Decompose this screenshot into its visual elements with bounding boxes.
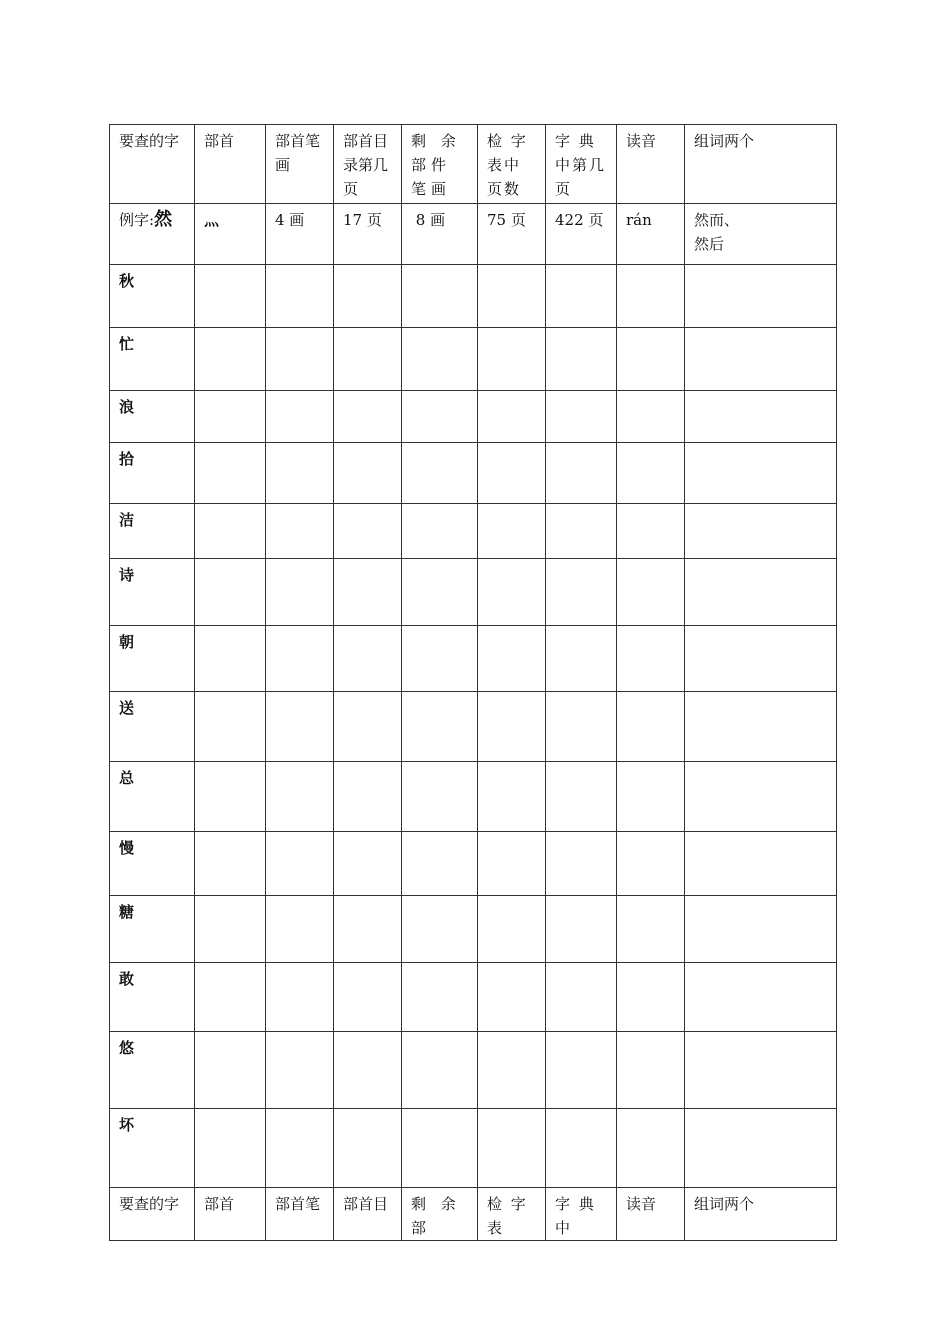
radical-input-cell[interactable] (195, 1109, 266, 1188)
example-radical-strokes: 4 画 (266, 204, 334, 265)
dict-page-input-cell[interactable] (546, 1109, 617, 1188)
lookup-page-input-cell[interactable] (478, 504, 546, 559)
words-input-cell[interactable] (685, 328, 837, 391)
radical-strokes-input-cell[interactable] (266, 626, 334, 692)
char-cell: 总 (110, 762, 195, 832)
example-char: 然 (154, 209, 173, 230)
remaining-strokes-input-cell[interactable] (402, 443, 478, 504)
words-input-cell[interactable] (685, 1032, 837, 1109)
pinyin-input-cell[interactable] (617, 328, 685, 391)
header-cell-radical-strokes: 部首笔画 (266, 125, 334, 204)
dict-page-input-cell[interactable] (546, 265, 617, 328)
radical-strokes-input-cell[interactable] (266, 963, 334, 1032)
pinyin-input-cell[interactable] (617, 1032, 685, 1109)
radical-input-cell[interactable] (195, 559, 266, 626)
index-page-input-cell[interactable] (334, 443, 402, 504)
radical-input-cell[interactable] (195, 391, 266, 443)
words-input-cell[interactable] (685, 692, 837, 762)
index-page-input-cell[interactable] (334, 896, 402, 963)
example-dict-page: 422 页 (546, 204, 617, 265)
dict-page-input-cell[interactable] (546, 626, 617, 692)
header-cell-radical: 部首 (195, 125, 266, 204)
pinyin-input-cell[interactable] (617, 963, 685, 1032)
radical-input-cell[interactable] (195, 1032, 266, 1109)
char-cell: 浪 (110, 391, 195, 443)
pinyin-input-cell[interactable] (617, 1109, 685, 1188)
words-input-cell[interactable] (685, 559, 837, 626)
footer-header-radical-strokes: 部首笔 (266, 1188, 334, 1241)
index-page-input-cell[interactable] (334, 504, 402, 559)
footer-header-pinyin: 读音 (617, 1188, 685, 1241)
index-page-input-cell[interactable] (334, 328, 402, 391)
radical-input-cell[interactable] (195, 963, 266, 1032)
footer-header-char: 要查的字 (110, 1188, 195, 1241)
words-input-cell[interactable] (685, 832, 837, 896)
words-input-cell[interactable] (685, 762, 837, 832)
remaining-strokes-input-cell[interactable] (402, 504, 478, 559)
header-cell-char: 要查的字 (110, 125, 195, 204)
header-cell-lookup-page: 检 字 表中页数 (478, 125, 546, 204)
pinyin-input-cell[interactable] (617, 443, 685, 504)
char-cell: 送 (110, 692, 195, 762)
radical-strokes-input-cell[interactable] (266, 559, 334, 626)
index-page-input-cell[interactable] (334, 963, 402, 1032)
pinyin-input-cell[interactable] (617, 626, 685, 692)
index-page-input-cell[interactable] (334, 559, 402, 626)
lookup-page-input-cell[interactable] (478, 391, 546, 443)
remaining-strokes-input-cell[interactable] (402, 559, 478, 626)
lookup-page-input-cell[interactable] (478, 559, 546, 626)
remaining-strokes-input-cell[interactable] (402, 896, 478, 963)
char-cell: 敢 (110, 963, 195, 1032)
footer-header-radical: 部首 (195, 1188, 266, 1241)
remaining-strokes-input-cell[interactable] (402, 692, 478, 762)
radical-strokes-input-cell[interactable] (266, 265, 334, 328)
example-word-1: 然而、 (694, 211, 740, 229)
pinyin-input-cell[interactable] (617, 504, 685, 559)
radical-input-cell[interactable] (195, 504, 266, 559)
radical-strokes-input-cell[interactable] (266, 443, 334, 504)
radical-input-cell[interactable] (195, 626, 266, 692)
index-page-input-cell[interactable] (334, 762, 402, 832)
radical-input-cell[interactable] (195, 762, 266, 832)
index-page-input-cell[interactable] (334, 1109, 402, 1188)
radical-input-cell[interactable] (195, 896, 266, 963)
char-cell: 悠 (110, 1032, 195, 1109)
footer-header-remaining-strokes: 剩 余 部 (402, 1188, 478, 1241)
char-cell: 忙 (110, 328, 195, 391)
char-cell: 秋 (110, 265, 195, 328)
table-row (110, 1032, 837, 1109)
table-row (110, 832, 837, 896)
index-page-input-cell[interactable] (334, 692, 402, 762)
lookup-page-input-cell[interactable] (478, 762, 546, 832)
words-input-cell[interactable] (685, 896, 837, 963)
example-radical: 灬 (195, 204, 266, 265)
example-words (685, 204, 837, 265)
remaining-strokes-input-cell[interactable] (402, 1109, 478, 1188)
radical-input-cell[interactable] (195, 443, 266, 504)
radical-strokes-input-cell[interactable] (266, 692, 334, 762)
words-input-cell[interactable] (685, 504, 837, 559)
dict-page-input-cell[interactable] (546, 559, 617, 626)
footer-header-row (110, 1188, 837, 1241)
remaining-strokes-input-cell[interactable] (402, 832, 478, 896)
radical-strokes-input-cell[interactable] (266, 391, 334, 443)
lookup-page-input-cell[interactable] (478, 963, 546, 1032)
header-cell-index-page: 部首目录第几页 (334, 125, 402, 204)
lookup-page-input-cell[interactable] (478, 265, 546, 328)
dict-page-input-cell[interactable] (546, 391, 617, 443)
radical-strokes-input-cell[interactable] (266, 1109, 334, 1188)
header-cell-dict-page: 字 典 中第几页 (546, 125, 617, 204)
dict-page-input-cell[interactable] (546, 963, 617, 1032)
example-lookup-page: 75 页 (478, 204, 546, 265)
dict-page-input-cell[interactable] (546, 504, 617, 559)
dict-page-input-cell[interactable] (546, 328, 617, 391)
table-row (110, 762, 837, 832)
pinyin-input-cell[interactable] (617, 832, 685, 896)
lookup-page-input-cell[interactable] (478, 1109, 546, 1188)
char-cell: 朝 (110, 626, 195, 692)
table-row (110, 265, 837, 328)
lookup-page-input-cell[interactable] (478, 896, 546, 963)
index-page-input-cell[interactable] (334, 391, 402, 443)
table-row (110, 896, 837, 963)
words-input-cell[interactable] (685, 626, 837, 692)
lookup-page-input-cell[interactable] (478, 1032, 546, 1109)
radical-strokes-input-cell[interactable] (266, 832, 334, 896)
table-row (110, 443, 837, 504)
footer-header-index-page: 部首目 (334, 1188, 402, 1241)
dict-page-input-cell[interactable] (546, 443, 617, 504)
char-cell: 诗 (110, 559, 195, 626)
table-row (110, 391, 837, 443)
words-input-cell[interactable] (685, 963, 837, 1032)
radical-input-cell[interactable] (195, 832, 266, 896)
char-cell: 拾 (110, 443, 195, 504)
radical-strokes-input-cell[interactable] (266, 328, 334, 391)
dict-page-input-cell[interactable] (546, 832, 617, 896)
example-pinyin: rán (617, 204, 685, 265)
words-input-cell[interactable] (685, 443, 837, 504)
index-page-input-cell[interactable] (334, 626, 402, 692)
dict-page-input-cell[interactable] (546, 1032, 617, 1109)
remaining-strokes-input-cell[interactable] (402, 762, 478, 832)
footer-header-dict-page: 字 典 中 (546, 1188, 617, 1241)
remaining-strokes-input-cell[interactable] (402, 963, 478, 1032)
header-cell-pinyin: 读音 (617, 125, 685, 204)
example-word-2: 然后 (694, 235, 725, 253)
dict-page-input-cell[interactable] (546, 896, 617, 963)
index-page-input-cell[interactable] (334, 832, 402, 896)
table-row (110, 328, 837, 391)
words-input-cell[interactable] (685, 391, 837, 443)
table-row (110, 1109, 837, 1188)
radical-input-cell[interactable] (195, 328, 266, 391)
pinyin-input-cell[interactable] (617, 692, 685, 762)
index-page-input-cell[interactable] (334, 265, 402, 328)
lookup-page-input-cell[interactable] (478, 832, 546, 896)
table-row (110, 963, 837, 1032)
header-row (110, 125, 837, 204)
char-cell: 洁 (110, 504, 195, 559)
example-row (110, 204, 837, 265)
char-cell: 坏 (110, 1109, 195, 1188)
radical-strokes-input-cell[interactable] (266, 1032, 334, 1109)
pinyin-input-cell[interactable] (617, 762, 685, 832)
remaining-strokes-input-cell[interactable] (402, 265, 478, 328)
dict-page-input-cell[interactable] (546, 762, 617, 832)
footer-header-words: 组词两个 (685, 1188, 837, 1241)
pinyin-input-cell[interactable] (617, 391, 685, 443)
example-label: 例字: (119, 211, 155, 229)
radical-input-cell[interactable] (195, 265, 266, 328)
remaining-strokes-input-cell[interactable] (402, 1032, 478, 1109)
example-cell-char (110, 204, 195, 265)
lookup-page-input-cell[interactable] (478, 626, 546, 692)
header-cell-words: 组词两个 (685, 125, 837, 204)
radical-strokes-input-cell[interactable] (266, 504, 334, 559)
index-page-input-cell[interactable] (334, 1032, 402, 1109)
pinyin-input-cell[interactable] (617, 896, 685, 963)
table-row (110, 504, 837, 559)
header-cell-remaining-strokes: 剩 余 部件笔画 (402, 125, 478, 204)
remaining-strokes-input-cell[interactable] (402, 626, 478, 692)
char-cell: 糖 (110, 896, 195, 963)
radical-input-cell[interactable] (195, 692, 266, 762)
table-row (110, 626, 837, 692)
pinyin-input-cell[interactable] (617, 559, 685, 626)
lookup-page-input-cell[interactable] (478, 328, 546, 391)
footer-header-lookup-page: 检 字 表 (478, 1188, 546, 1241)
char-cell: 慢 (110, 832, 195, 896)
lookup-page-input-cell[interactable] (478, 443, 546, 504)
words-input-cell[interactable] (685, 265, 837, 328)
remaining-strokes-input-cell[interactable] (402, 328, 478, 391)
table-row (110, 692, 837, 762)
dict-page-input-cell[interactable] (546, 692, 617, 762)
dictionary-lookup-table (109, 124, 837, 1241)
pinyin-input-cell[interactable] (617, 265, 685, 328)
lookup-page-input-cell[interactable] (478, 692, 546, 762)
remaining-strokes-input-cell[interactable] (402, 391, 478, 443)
words-input-cell[interactable] (685, 1109, 837, 1188)
example-index-page: 17 页 (334, 204, 402, 265)
radical-strokes-input-cell[interactable] (266, 896, 334, 963)
table-row (110, 559, 837, 626)
example-remaining-strokes: 8 画 (402, 204, 478, 265)
radical-strokes-input-cell[interactable] (266, 762, 334, 832)
